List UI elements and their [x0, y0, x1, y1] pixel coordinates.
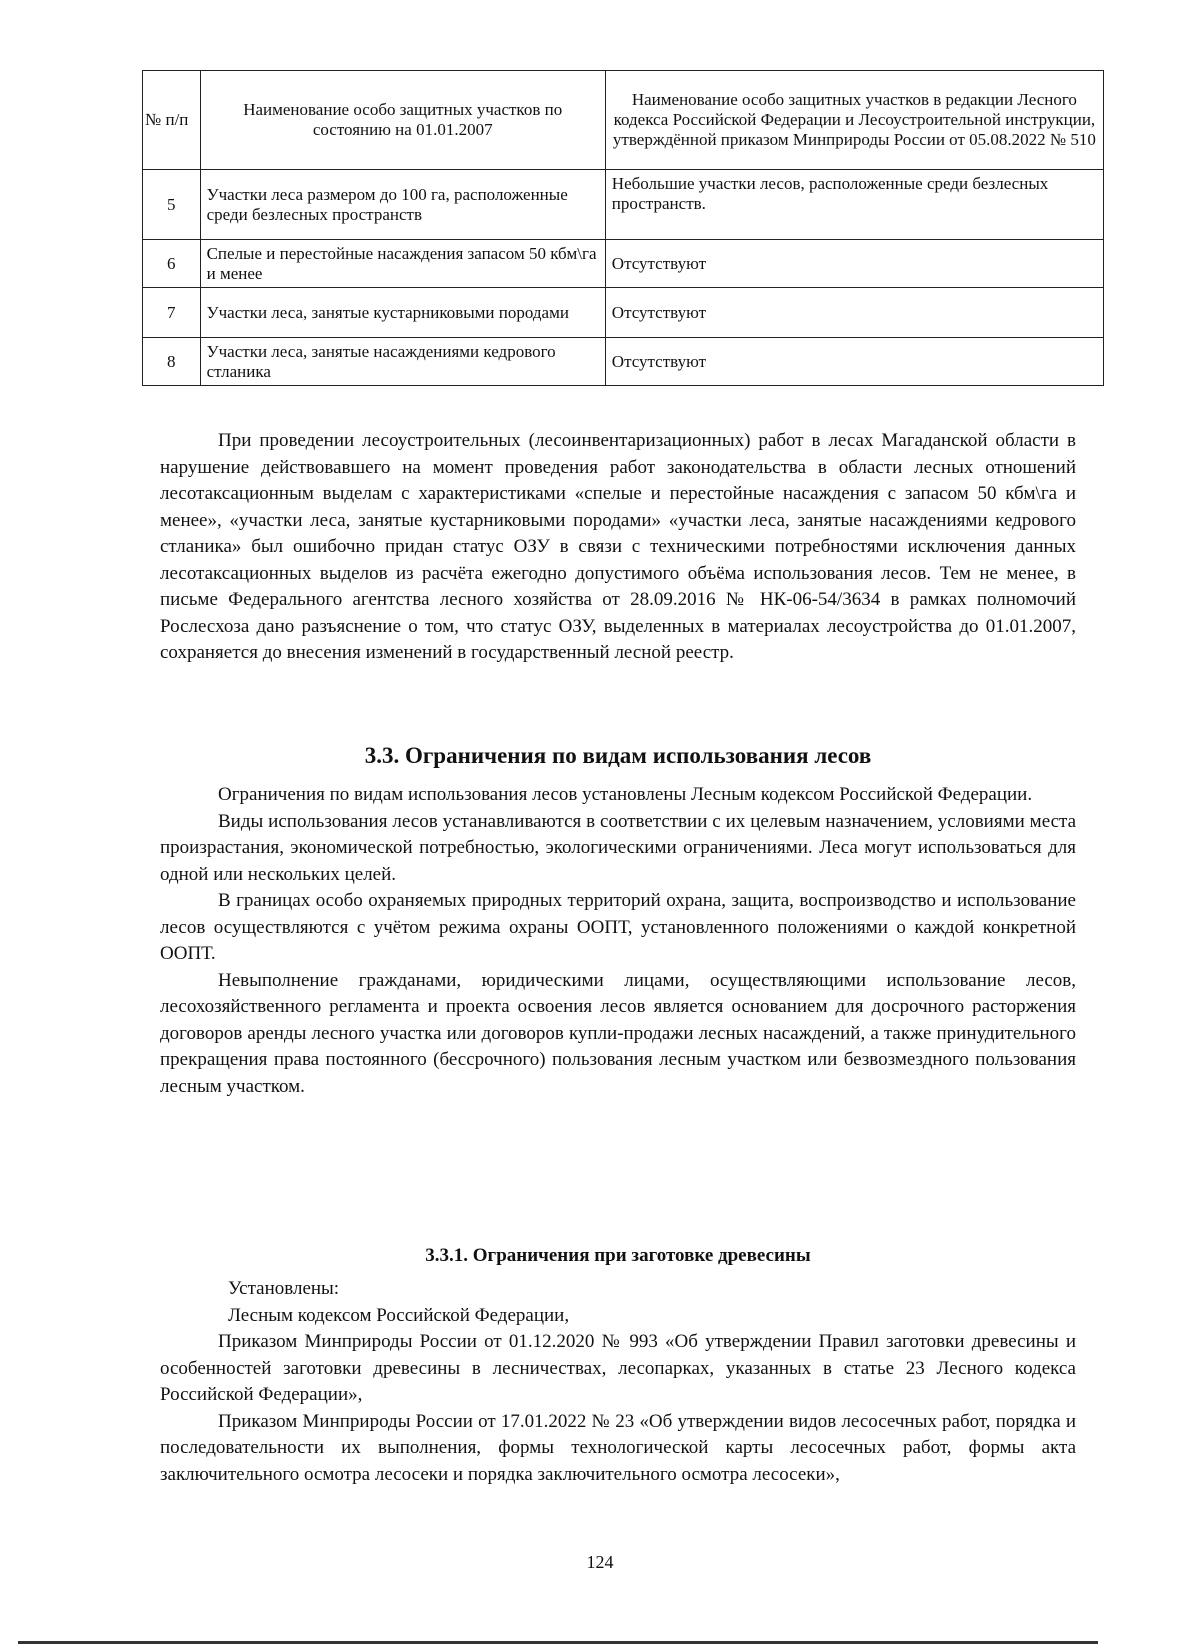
paragraph: Приказом Минприроды России от 17.01.2022 № 23 «Об утверждении видов лесосечных работ, порядка и последовательности их выполнения, формы технологической карты лесосечных работ, формы акта заключительного осмотра лесосеки и порядка заключительного осмотра лесосеки»,: [160, 1410, 1076, 1485]
row-new-name: Отсутствуют: [605, 240, 1103, 288]
ozu-table: [142, 70, 1104, 386]
row-new-name: Отсутствуют: [605, 338, 1103, 386]
table-row: [143, 240, 1104, 288]
table-row: [143, 338, 1104, 386]
row-old-name: Участки леса, занятые кустарниковыми породами: [200, 288, 605, 338]
row-old-name: Участки леса размером до 100 га, расположенные среди безлесных пространств: [200, 170, 605, 240]
row-new-name: Небольшие участки лесов, расположенные среди безлесных пространств.: [605, 170, 1103, 240]
row-num: 8: [143, 338, 201, 386]
paragraph: Виды использования лесов устанавливаются в соответствии с их целевым назначением, условиями места произрастания, экономической потребностью, экологическими ограничениями. Леса могут использоваться для одной или нескольких целей.: [160, 810, 1076, 885]
section-3-3-body: [160, 782, 1076, 1100]
section-3-3-1-heading: 3.3.1. Ограничения при заготовке древесины: [425, 1245, 811, 1266]
paragraph: Невыполнение гражданами, юридическими лицами, осуществляющими использование лесов, лесохозяйственного регламента и проекта освоения лесов является основанием для досрочного расторжения договоров аренды лесного участка или договоров купли-продажи лесных насаждений, а также принудительного прекращения права постоянного (бессрочного) пользования лесным участком или безвозмездного пользования лесным участком.: [160, 969, 1076, 1097]
table-row: [143, 288, 1104, 338]
bottom-divider: [18, 1641, 1098, 1644]
paragraph: Приказом Минприроды России от 01.12.2020 № 993 «Об утверждении Правил заготовки древесины и особенностей заготовки древесины в лесничествах, лесопарках, указанных в статье 23 Лесного кодекса Российской Федерации»,: [160, 1331, 1076, 1405]
page-number: 124: [586, 1552, 614, 1572]
paragraph-block-after-table: [160, 428, 1076, 667]
table-header-row: [143, 71, 1104, 170]
table-row: [143, 170, 1104, 240]
header-old-name: Наименование особо защитных участков по состоянию на 01.01.2007: [200, 71, 605, 170]
paragraph-forest-code: Лесным кодексом Российской Федерации,: [228, 1304, 570, 1326]
section-3-3-1-body: [160, 1276, 1076, 1488]
header-new-name: Наименование особо защитных участков в редакции Лесного кодекса Российской Федерации и Лесоустроительной инструкции, утверждённой приказом Минприроды России от 05.08.2022 № 510: [605, 71, 1103, 170]
section-3-3-heading: 3.3. Ограничения по видам использования лесов: [364, 743, 872, 768]
paragraph-ozu-status: При проведении лесоустроительных (лесоинвентаризационных) работ в лесах Магаданской области в нарушение действовавшего на момент проведения работ законодательства в области лесных отношений лесотаксационным выделам с характеристиками «спелые и перестойные насаждения с запасом 50 кбм\га и менее», «участки леса, занятые кустарниковыми породами» «участки леса, занятые насаждениями кедрового стланика» был ошибочно придан статус ОЗУ в связи с техническими потребностями исключения данных лесотаксационных выделов из расчёта ежегодно допустимого объёма использования лесов. Тем не менее, в письме Федерального агентства лесного хозяйства от 28.09.2016 № НК-06-54/3634 в рамках полномочий Рослесхоза дано разъяснение о том, что статус ОЗУ, выделенных в материалах лесоустройства до 01.01.2007, сохраняется до внесения изменений в государственный лесной реестр.: [160, 430, 1076, 663]
paragraph: В границах особо охраняемых природных территорий охрана, защита, воспроизводство и использование лесов осуществляются с учётом режима охраны ООПТ, установленного положениями о каждой конкретной ООПТ.: [160, 890, 1076, 964]
row-num: 6: [143, 240, 201, 288]
row-num: 7: [143, 288, 201, 338]
header-num: № п/п: [143, 71, 201, 170]
row-old-name: Участки леса, занятые насаждениями кедрового стланика: [200, 338, 605, 386]
row-num: 5: [143, 170, 201, 240]
paragraph-established: Установлены:: [228, 1278, 340, 1299]
row-old-name: Спелые и перестойные насаждения запасом 50 кбм\га и менее: [200, 240, 605, 288]
row-new-name: Отсутствуют: [605, 288, 1103, 338]
paragraph: Ограничения по видам использования лесов установлены Лесным кодексом Российской Федерации.: [218, 784, 1033, 805]
